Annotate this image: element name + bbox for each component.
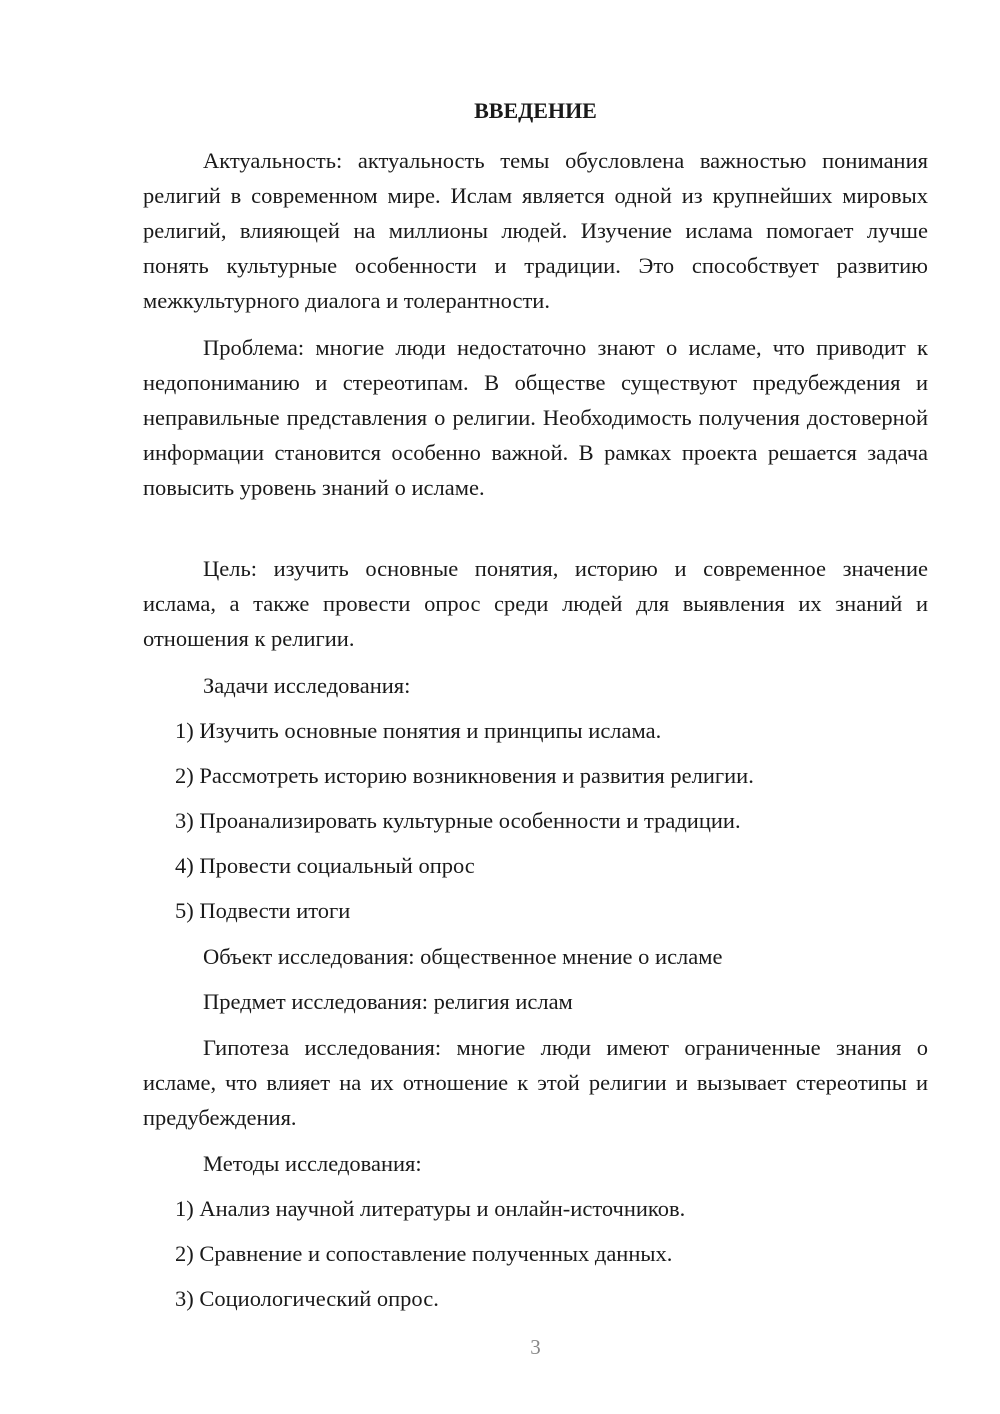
problem-paragraph: Проблема: многие люди недостаточно знают о исламе, что приводит к недопониманию и стереотипам. В обществе существуют предубеждения и неправильные представления о религии. Необходимость получения достоверной информации становится особенно важной. В рамках проекта решается задача повысить уровень знаний о исламе. xyxy=(143,335,928,500)
methods-heading: Методы исследования: xyxy=(203,1151,422,1176)
task-item: 2) Рассмотреть историю возникновения и развития религии. xyxy=(175,763,754,788)
goal-paragraph: Цель: изучить основные понятия, историю и современное значение ислама, а также провести опрос среди людей для выявления их знаний и отношения к религии. xyxy=(143,556,928,651)
task-item: 1) Изучить основные понятия и принципы ислама. xyxy=(175,718,662,743)
task-item: 4) Провести социальный опрос xyxy=(175,853,475,878)
task-item: 5) Подвести итоги xyxy=(175,898,351,923)
task-item: 3) Проанализировать культурные особенности и традиции. xyxy=(175,808,741,833)
method-item: 1) Анализ научной литературы и онлайн-источников. xyxy=(175,1196,686,1221)
hypothesis-paragraph: Гипотеза исследования: многие люди имеют ограниченные знания о исламе, что влияет на их отношение к этой религии и вызывает стереотипы и предубеждения. xyxy=(143,1035,928,1130)
page-number: 3 xyxy=(530,1335,541,1359)
object-paragraph: Объект исследования: общественное мнение о исламе xyxy=(203,944,723,969)
subject-paragraph: Предмет исследования: религия ислам xyxy=(203,989,573,1014)
method-item: 3) Социологический опрос. xyxy=(175,1286,439,1311)
tasks-heading: Задачи исследования: xyxy=(203,673,411,698)
relevance-paragraph: Актуальность: актуальность темы обусловлена важностью понимания религий в современном мире. Ислам является одной из крупнейших мировых религий, влияющей на миллионы людей. Изучение ислама помогает лучше понять культурные особенности и традиции. Это способствует развитию межкультурного диалога и толерантности. xyxy=(143,148,928,313)
page-title: ВВЕДЕНИЕ xyxy=(474,98,597,123)
method-item: 2) Сравнение и сопоставление полученных данных. xyxy=(175,1241,673,1266)
